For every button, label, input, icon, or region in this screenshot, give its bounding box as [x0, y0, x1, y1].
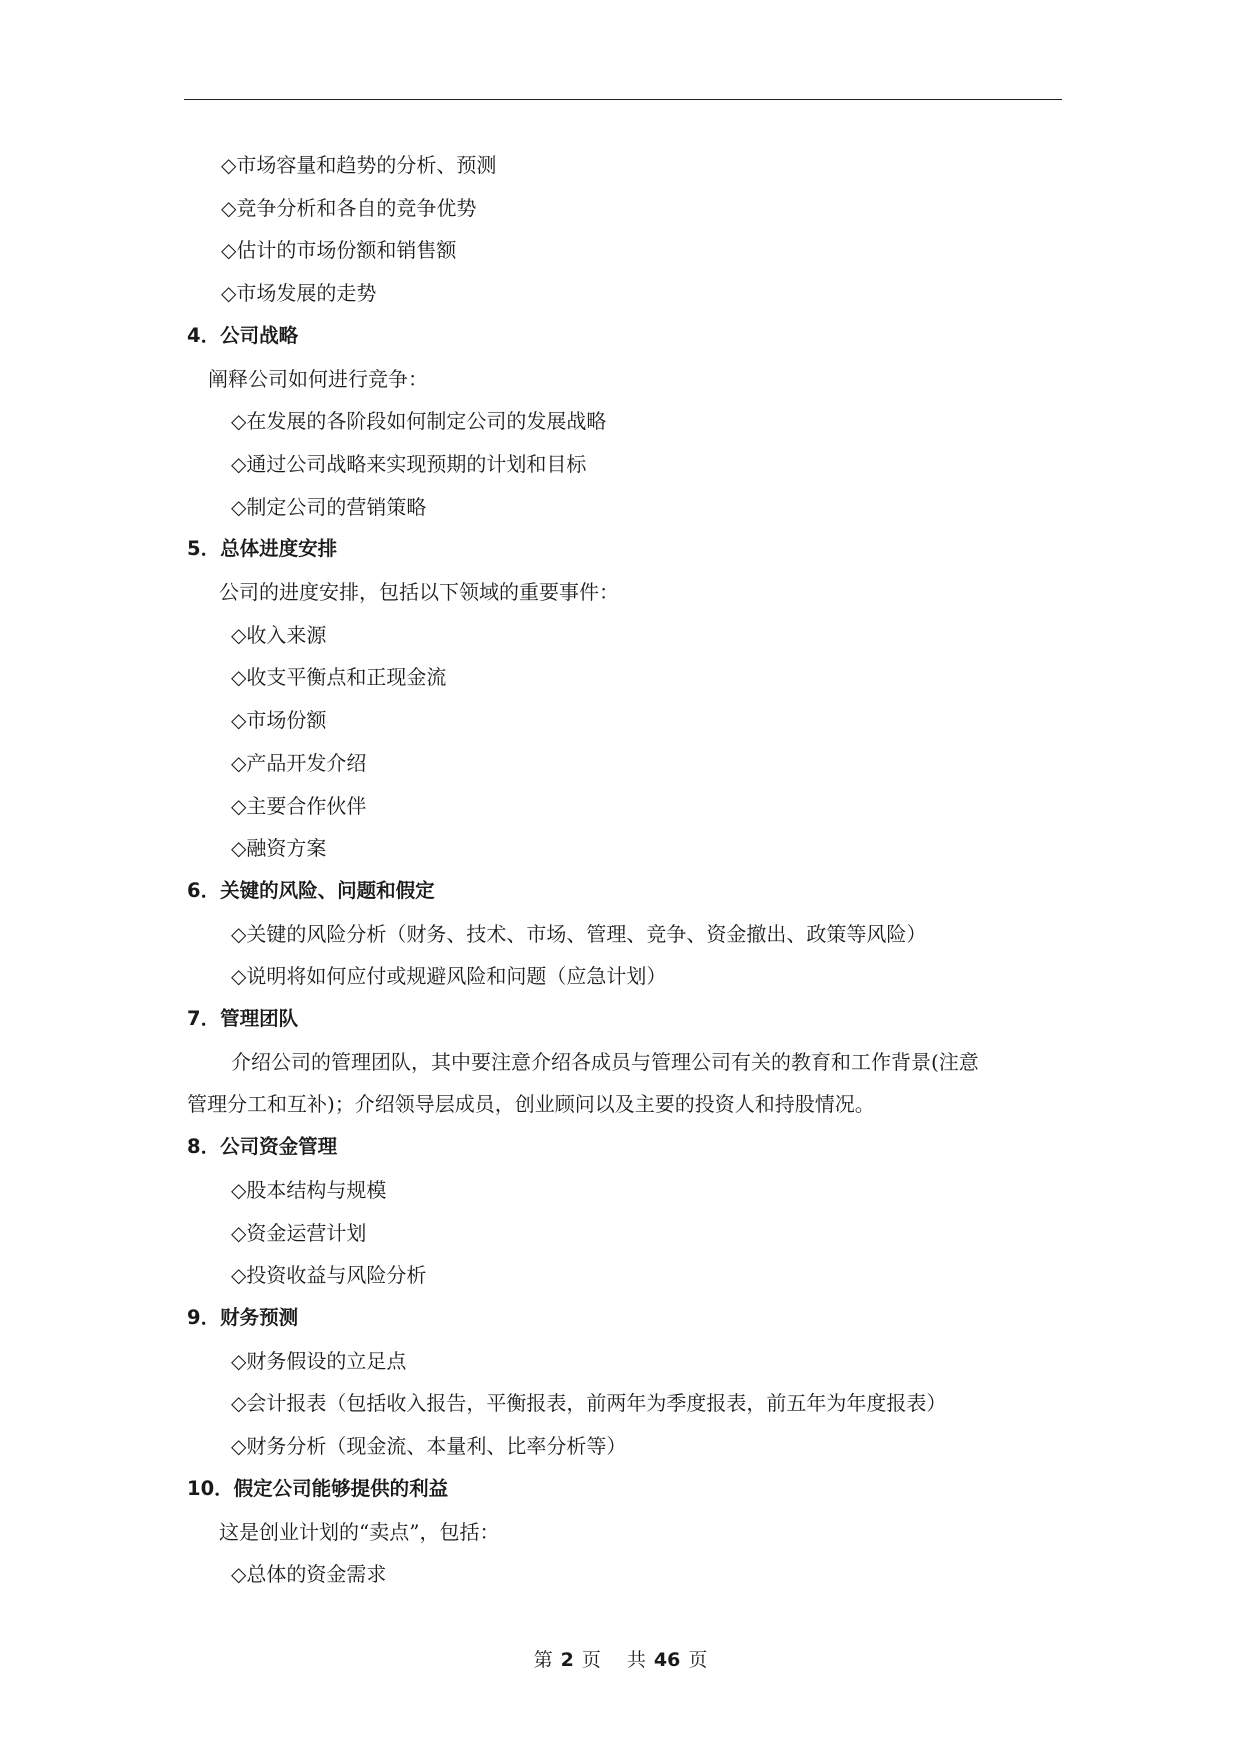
benefits-bullet: ◇总体的资金需求: [231, 1562, 387, 1587]
forecast-bullet: ◇财务分析（现金流、本量利、比率分析等）: [231, 1434, 627, 1459]
risk-bullet: ◇关键的风险分析（财务、技术、市场、管理、竞争、资金撤出、政策等风险）: [231, 921, 927, 946]
section-intro: 这是创业计划的“卖点”，包括：: [219, 1519, 500, 1544]
total-suffix: 页: [688, 1649, 708, 1671]
schedule-bullet: ◇主要合作伙伴: [231, 793, 367, 818]
schedule-bullet: ◇收支平衡点和正现金流: [231, 665, 447, 690]
document-body: [187, 144, 1067, 1596]
forecast-bullet: ◇会计报表（包括收入报告，平衡报表，前两年为季度报表，前五年为年度报表）: [231, 1391, 947, 1416]
market-bullet: ◇估计的市场份额和销售额: [221, 238, 457, 263]
risk-bullet: ◇说明将如何应付或规避风险和问题（应急计划）: [231, 964, 667, 989]
total-prefix: 共: [626, 1649, 646, 1671]
section-heading-benefits: 10．假定公司能够提供的利益: [187, 1476, 449, 1500]
total-pages: 46: [653, 1649, 681, 1671]
section-heading-funds: 8．公司资金管理: [187, 1135, 338, 1159]
section-intro: 公司的进度安排，包括以下领域的重要事件：: [219, 580, 619, 605]
schedule-bullet: ◇收入来源: [231, 622, 327, 647]
market-bullet: ◇市场容量和趋势的分析、预测: [221, 153, 497, 177]
section-intro: 阐释公司如何进行竞争：: [208, 366, 428, 391]
section-heading-strategy: 4．公司战略: [187, 323, 299, 347]
funds-bullet: ◇资金运营计划: [231, 1220, 367, 1245]
strategy-bullet: ◇制定公司的营销策略: [231, 494, 427, 519]
section-heading-forecast: 9．财务预测: [187, 1305, 299, 1329]
schedule-bullet: ◇融资方案: [231, 836, 327, 861]
market-bullet: ◇市场发展的走势: [221, 281, 377, 306]
section-heading-schedule: 5．总体进度安排: [187, 537, 338, 561]
page-suffix: 页: [581, 1649, 601, 1671]
funds-bullet: ◇投资收益与风险分析: [231, 1263, 427, 1288]
page-footer: [0, 1645, 1241, 1672]
header-rule: [184, 99, 1062, 100]
forecast-bullet: ◇财务假设的立足点: [231, 1348, 407, 1373]
page-prefix: 第: [533, 1649, 553, 1671]
team-paragraph-line: 管理分工和互补)；介绍领导层成员，创业顾问以及主要的投资人和持股情况。: [187, 1092, 875, 1117]
team-paragraph-line: 介绍公司的管理团队，其中要注意介绍各成员与管理公司有关的教育和工作背景(注意: [231, 1049, 979, 1074]
section-heading-risks: 6．关键的风险、问题和假定: [187, 878, 435, 902]
strategy-bullet: ◇通过公司战略来实现预期的计划和目标: [231, 451, 587, 476]
strategy-bullet: ◇在发展的各阶段如何制定公司的发展战略: [231, 409, 607, 434]
schedule-bullet: ◇产品开发介绍: [231, 750, 367, 775]
page-number: 2: [560, 1649, 574, 1671]
schedule-bullet: ◇市场份额: [231, 708, 327, 733]
market-bullet: ◇竞争分析和各自的竞争优势: [221, 195, 477, 220]
section-heading-team: 7．管理团队: [187, 1007, 299, 1031]
funds-bullet: ◇股本结构与规模: [231, 1177, 387, 1202]
